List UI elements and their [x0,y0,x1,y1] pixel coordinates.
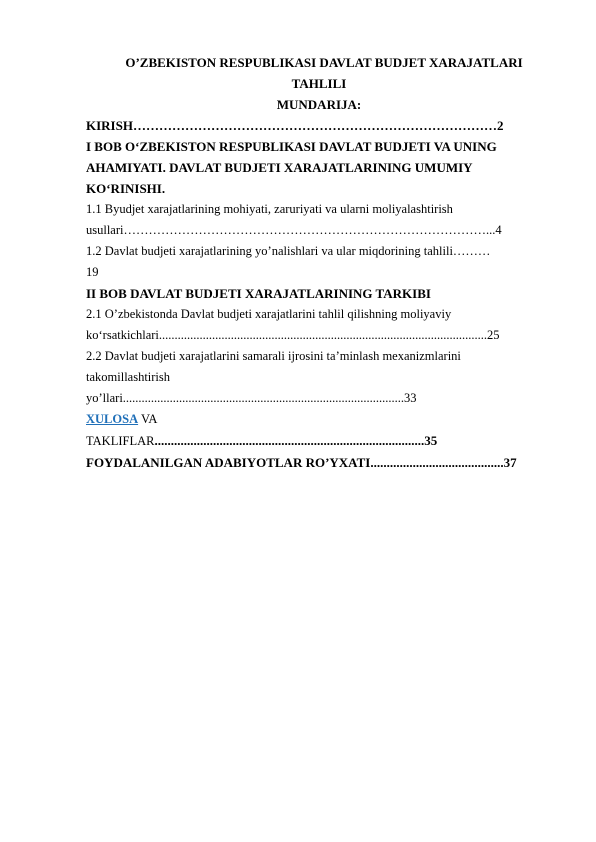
toc-heading: MUNDARIJA: [276,97,362,112]
conclusion-rest: VA [138,412,158,426]
document-page [86,52,552,473]
toc-section-1-2-line1: 1.2 Davlat budjeti xarajatlarining yo’nalishlari va ular miqdorining tahlili……… [86,244,491,258]
toc-section-1-1-line2: usullari……………………………………………………………………………...4 [86,223,502,237]
toc-intro: KIRISH…………………………………………………………………………2 [86,118,504,133]
toc-section-1-2-line2: 19 [86,265,99,279]
toc-chapter1-line3: KO‘RINISHI. [86,181,166,196]
toc-section-2-2-line3: yo’llari..........................................................................................33 [86,391,417,405]
toc-section-2-2-line2: takomillashtirish [86,370,171,384]
conclusion-link[interactable]: XULOSA [86,412,139,426]
title-line-1: O’ZBEKISTON RESPUBLIKASI DAVLAT BUDJET XARAJATLARI [125,55,523,70]
toc-section-2-1-line2: ko‘rsatkichlari.........................................................................................................25 [86,328,500,342]
toc-section-2-1-line1: 2.1 O’zbekistonda Davlat budjeti xarajatlarini tahlil qilishning moliyaviy [86,307,452,321]
title-line-2: TAHLILI [291,76,347,91]
conclusion-line2-text: TAKLIFLAR [86,434,155,448]
toc-chapter2: II BOB DAVLAT BUDJETI XARAJATLARINING TARKIBI [86,286,431,301]
toc-section-2-2-line1: 2.2 Davlat budjeti xarajatlarini samarali ijrosini ta’minlash mexanizmlarini [86,349,461,363]
toc-chapter1-line2: AHAMIYATI. DAVLAT BUDJETI XARAJATLARINING UMUMIY [86,160,473,175]
document-title [86,52,552,115]
conclusion-line2-dots: ...................................................................................35 [154,433,438,448]
toc-references: FOYDALANILGAN ADABIYOTLAR RO’YXATI.........................................37 [86,455,517,470]
toc-chapter1-line1: I BOB O‘ZBEKISTON RESPUBLIKASI DAVLAT BUDJETI VA UNING [86,139,497,154]
toc-section-1-1-line1: 1.1 Byudjet xarajatlarining mohiyati, zaruriyati va ularni moliyalashtirish [86,202,453,216]
toc-conclusion-line2 [86,430,552,452]
toc-conclusion-line1 [86,409,552,430]
